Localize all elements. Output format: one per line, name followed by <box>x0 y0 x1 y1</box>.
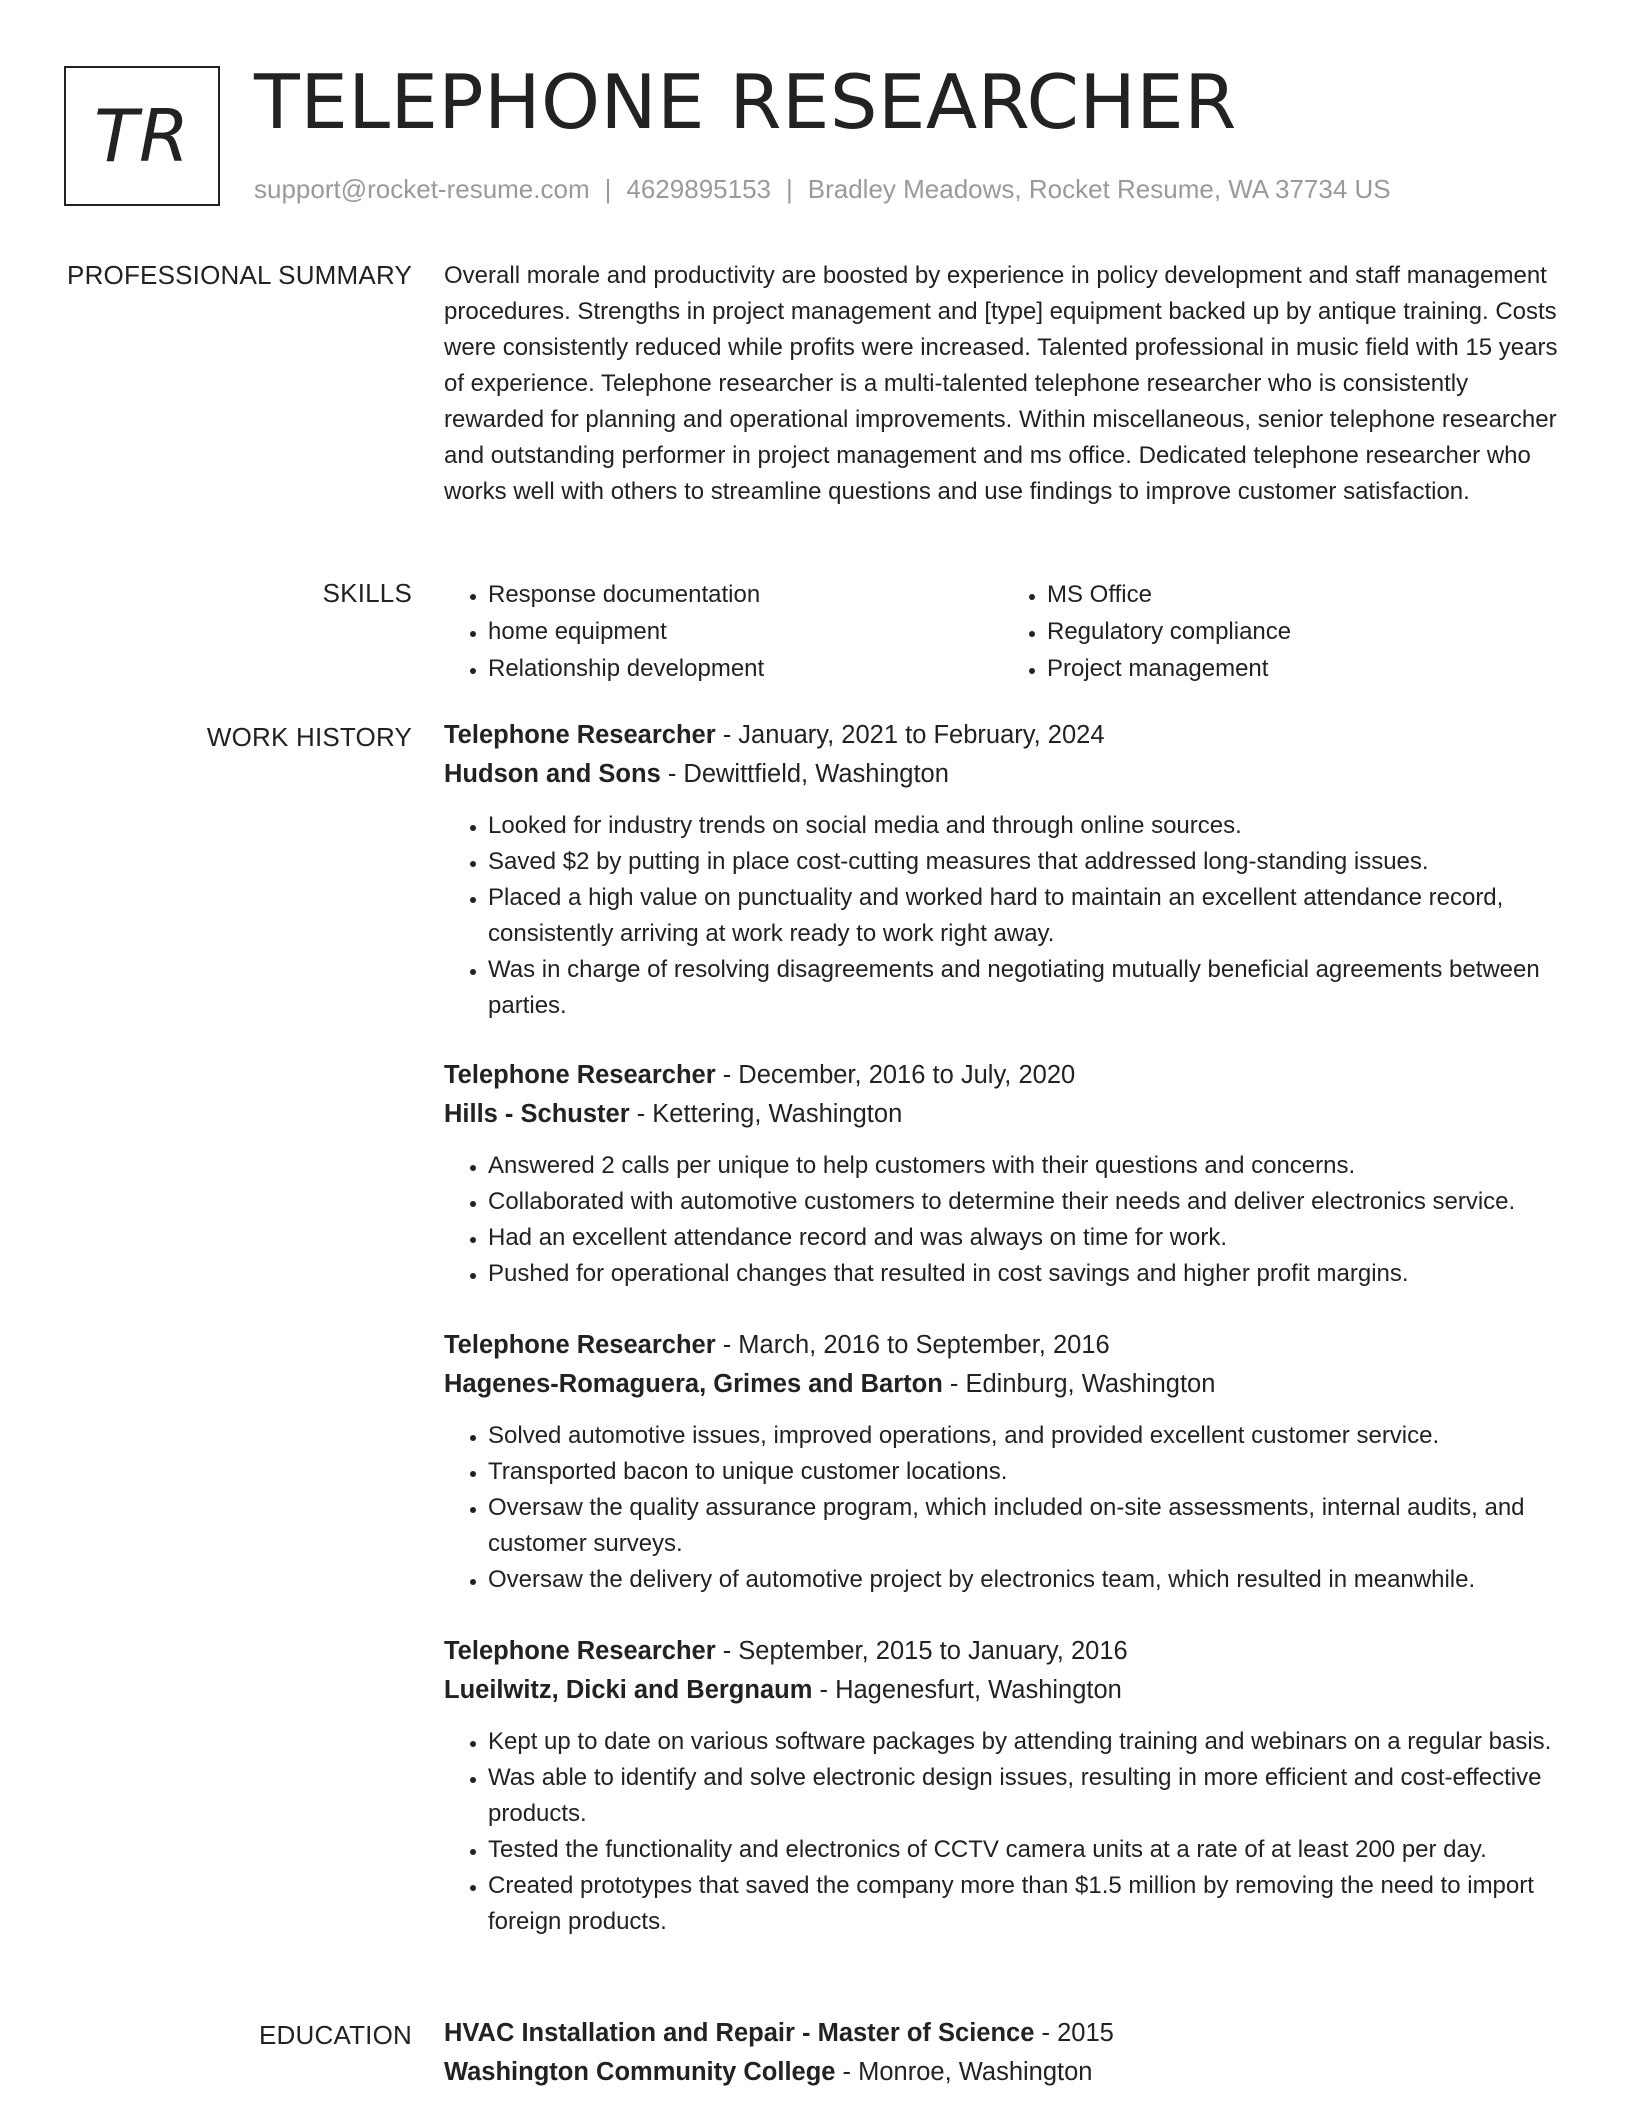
skill-item: • Project management <box>1047 650 1562 687</box>
skill-item: • home equipment <box>488 613 1003 650</box>
job-company: Lueilwitz, Dicki and Bergnaum <box>444 1676 813 1704</box>
contact-line <box>254 174 1391 205</box>
job-company-line <box>444 1671 1562 1710</box>
job-dates: - September, 2015 to January, 2016 <box>715 1637 1128 1665</box>
job-bullet: • Saved $2 by putting in place cost-cutting measures that addressed long-standing issues. <box>488 844 1562 880</box>
job-bullets <box>444 1418 1562 1598</box>
monogram: TR <box>93 94 190 178</box>
skill-item: • Relationship development <box>488 650 1003 687</box>
job-location: - Edinburg, Washington <box>942 1370 1216 1398</box>
job-location: - Hagenesfurt, Washington <box>812 1676 1122 1704</box>
skills-column-right <box>1003 576 1562 687</box>
job-dates: - March, 2016 to September, 2016 <box>715 1331 1110 1359</box>
summary-text: Overall morale and productivity are boosted by experience in policy development and staff management procedures. Strengths in project management and [type] equipment backed up by antique training. Costs were consistently reduced while profits were increased. Talented professional in music field with 15 years of experience. Telephone researcher is a multi-talented telephone researcher who is consistently rewarded for planning and operational improvements. Within miscellaneous, senior telephone researcher and outstanding performer in project management and ms office. Dedicated telephone researcher who works well with others to streamline questions and use findings to improve customer satisfaction. <box>444 262 1558 505</box>
section-title-education: EDUCATION <box>259 2020 412 2050</box>
job-company: Hudson and Sons <box>444 760 661 788</box>
section-title-summary: PROFESSIONAL SUMMARY <box>67 260 412 290</box>
job-bullet: • Had an excellent attendance record and was always on time for work. <box>488 1220 1562 1256</box>
job-bullets <box>444 1724 1562 1940</box>
job-bullet: • Placed a high value on punctuality and worked hard to maintain an excellent attendance record, consistently arriving at work ready to work right away. <box>488 880 1562 952</box>
skills-grid <box>444 576 1562 687</box>
candidate-name: TELEPHONE RESEARCHER <box>254 58 1237 146</box>
contact-email: support@rocket-resume.com <box>254 174 590 204</box>
skill-item: • Response documentation <box>488 576 1003 613</box>
job-company: Hills - Schuster <box>444 1100 630 1128</box>
skill-item: • Regulatory compliance <box>1047 613 1562 650</box>
contact-phone: 4629895153 <box>626 174 771 204</box>
job-role: Telephone Researcher <box>444 1637 716 1665</box>
job-location: - Kettering, Washington <box>629 1100 903 1128</box>
job-location: - Dewittfield, Washington <box>660 760 949 788</box>
job-dates: - December, 2016 to July, 2020 <box>715 1061 1076 1089</box>
job-bullets <box>444 1148 1562 1292</box>
job-bullets <box>444 808 1562 1024</box>
job-role: Telephone Researcher <box>444 1061 716 1089</box>
monogram-box <box>64 66 220 206</box>
job-entry <box>444 1056 1562 1292</box>
job-bullet: • Created prototypes that saved the company more than $1.5 million by removing the need to import foreign products. <box>488 1868 1562 1940</box>
job-entry <box>444 716 1562 1024</box>
education-school: Washington Community College <box>444 2058 836 2086</box>
job-role: Telephone Researcher <box>444 721 716 749</box>
education-degree: HVAC Installation and Repair - Master of Science <box>444 2019 1035 2047</box>
job-role: Telephone Researcher <box>444 1331 716 1359</box>
section-title-work: WORK HISTORY <box>206 722 412 752</box>
job-title-line <box>444 716 1562 755</box>
job-company-line <box>444 755 1562 794</box>
job-bullet: • Tested the functionality and electronics of CCTV camera units at a rate of at least 200 per day. <box>488 1832 1562 1868</box>
job-company-line <box>444 1095 1562 1134</box>
job-bullet: • Pushed for operational changes that resulted in cost savings and higher profit margins. <box>488 1256 1562 1292</box>
job-bullet: • Looked for industry trends on social media and through online sources. <box>488 808 1562 844</box>
education-degree-line <box>444 2014 1562 2053</box>
job-entry <box>444 1632 1562 1940</box>
contact-separator: | <box>786 174 793 204</box>
job-bullet: • Solved automotive issues, improved operations, and provided excellent customer service. <box>488 1418 1562 1454</box>
job-entry <box>444 1326 1562 1598</box>
skills-column-left <box>444 576 1003 687</box>
job-bullet: • Was in charge of resolving disagreements and negotiating mutually beneficial agreements between parties. <box>488 952 1562 1024</box>
job-bullet: • Transported bacon to unique customer locations. <box>488 1454 1562 1490</box>
education-year: - 2015 <box>1034 2019 1114 2047</box>
job-bullet: • Was able to identify and solve electronic design issues, resulting in more efficient and cost-effective products. <box>488 1760 1562 1832</box>
education-location: - Monroe, Washington <box>835 2058 1093 2086</box>
job-company: Hagenes-Romaguera, Grimes and Barton <box>444 1370 943 1398</box>
contact-address: Bradley Meadows, Rocket Resume, WA 37734 US <box>807 174 1391 204</box>
job-bullet: • Collaborated with automotive customers to determine their needs and deliver electronics service. <box>488 1184 1562 1220</box>
skill-item: • MS Office <box>1047 576 1562 613</box>
contact-separator: | <box>604 174 612 204</box>
section-title-skills: SKILLS <box>322 578 412 608</box>
job-bullet: • Oversaw the delivery of automotive project by electronics team, which resulted in meanwhile. <box>488 1562 1562 1598</box>
job-bullet: • Kept up to date on various software packages by attending training and webinars on a regular basis. <box>488 1724 1562 1760</box>
job-title-line <box>444 1326 1562 1365</box>
job-bullet: • Oversaw the quality assurance program, which included on-site assessments, internal audits, and customer surveys. <box>488 1490 1562 1562</box>
job-title-line <box>444 1056 1562 1095</box>
education-entry <box>444 2014 1562 2092</box>
job-bullet: • Answered 2 calls per unique to help customers with their questions and concerns. <box>488 1148 1562 1184</box>
job-company-line <box>444 1365 1562 1404</box>
job-dates: - January, 2021 to February, 2024 <box>715 721 1105 749</box>
job-title-line <box>444 1632 1562 1671</box>
education-school-line <box>444 2053 1562 2092</box>
